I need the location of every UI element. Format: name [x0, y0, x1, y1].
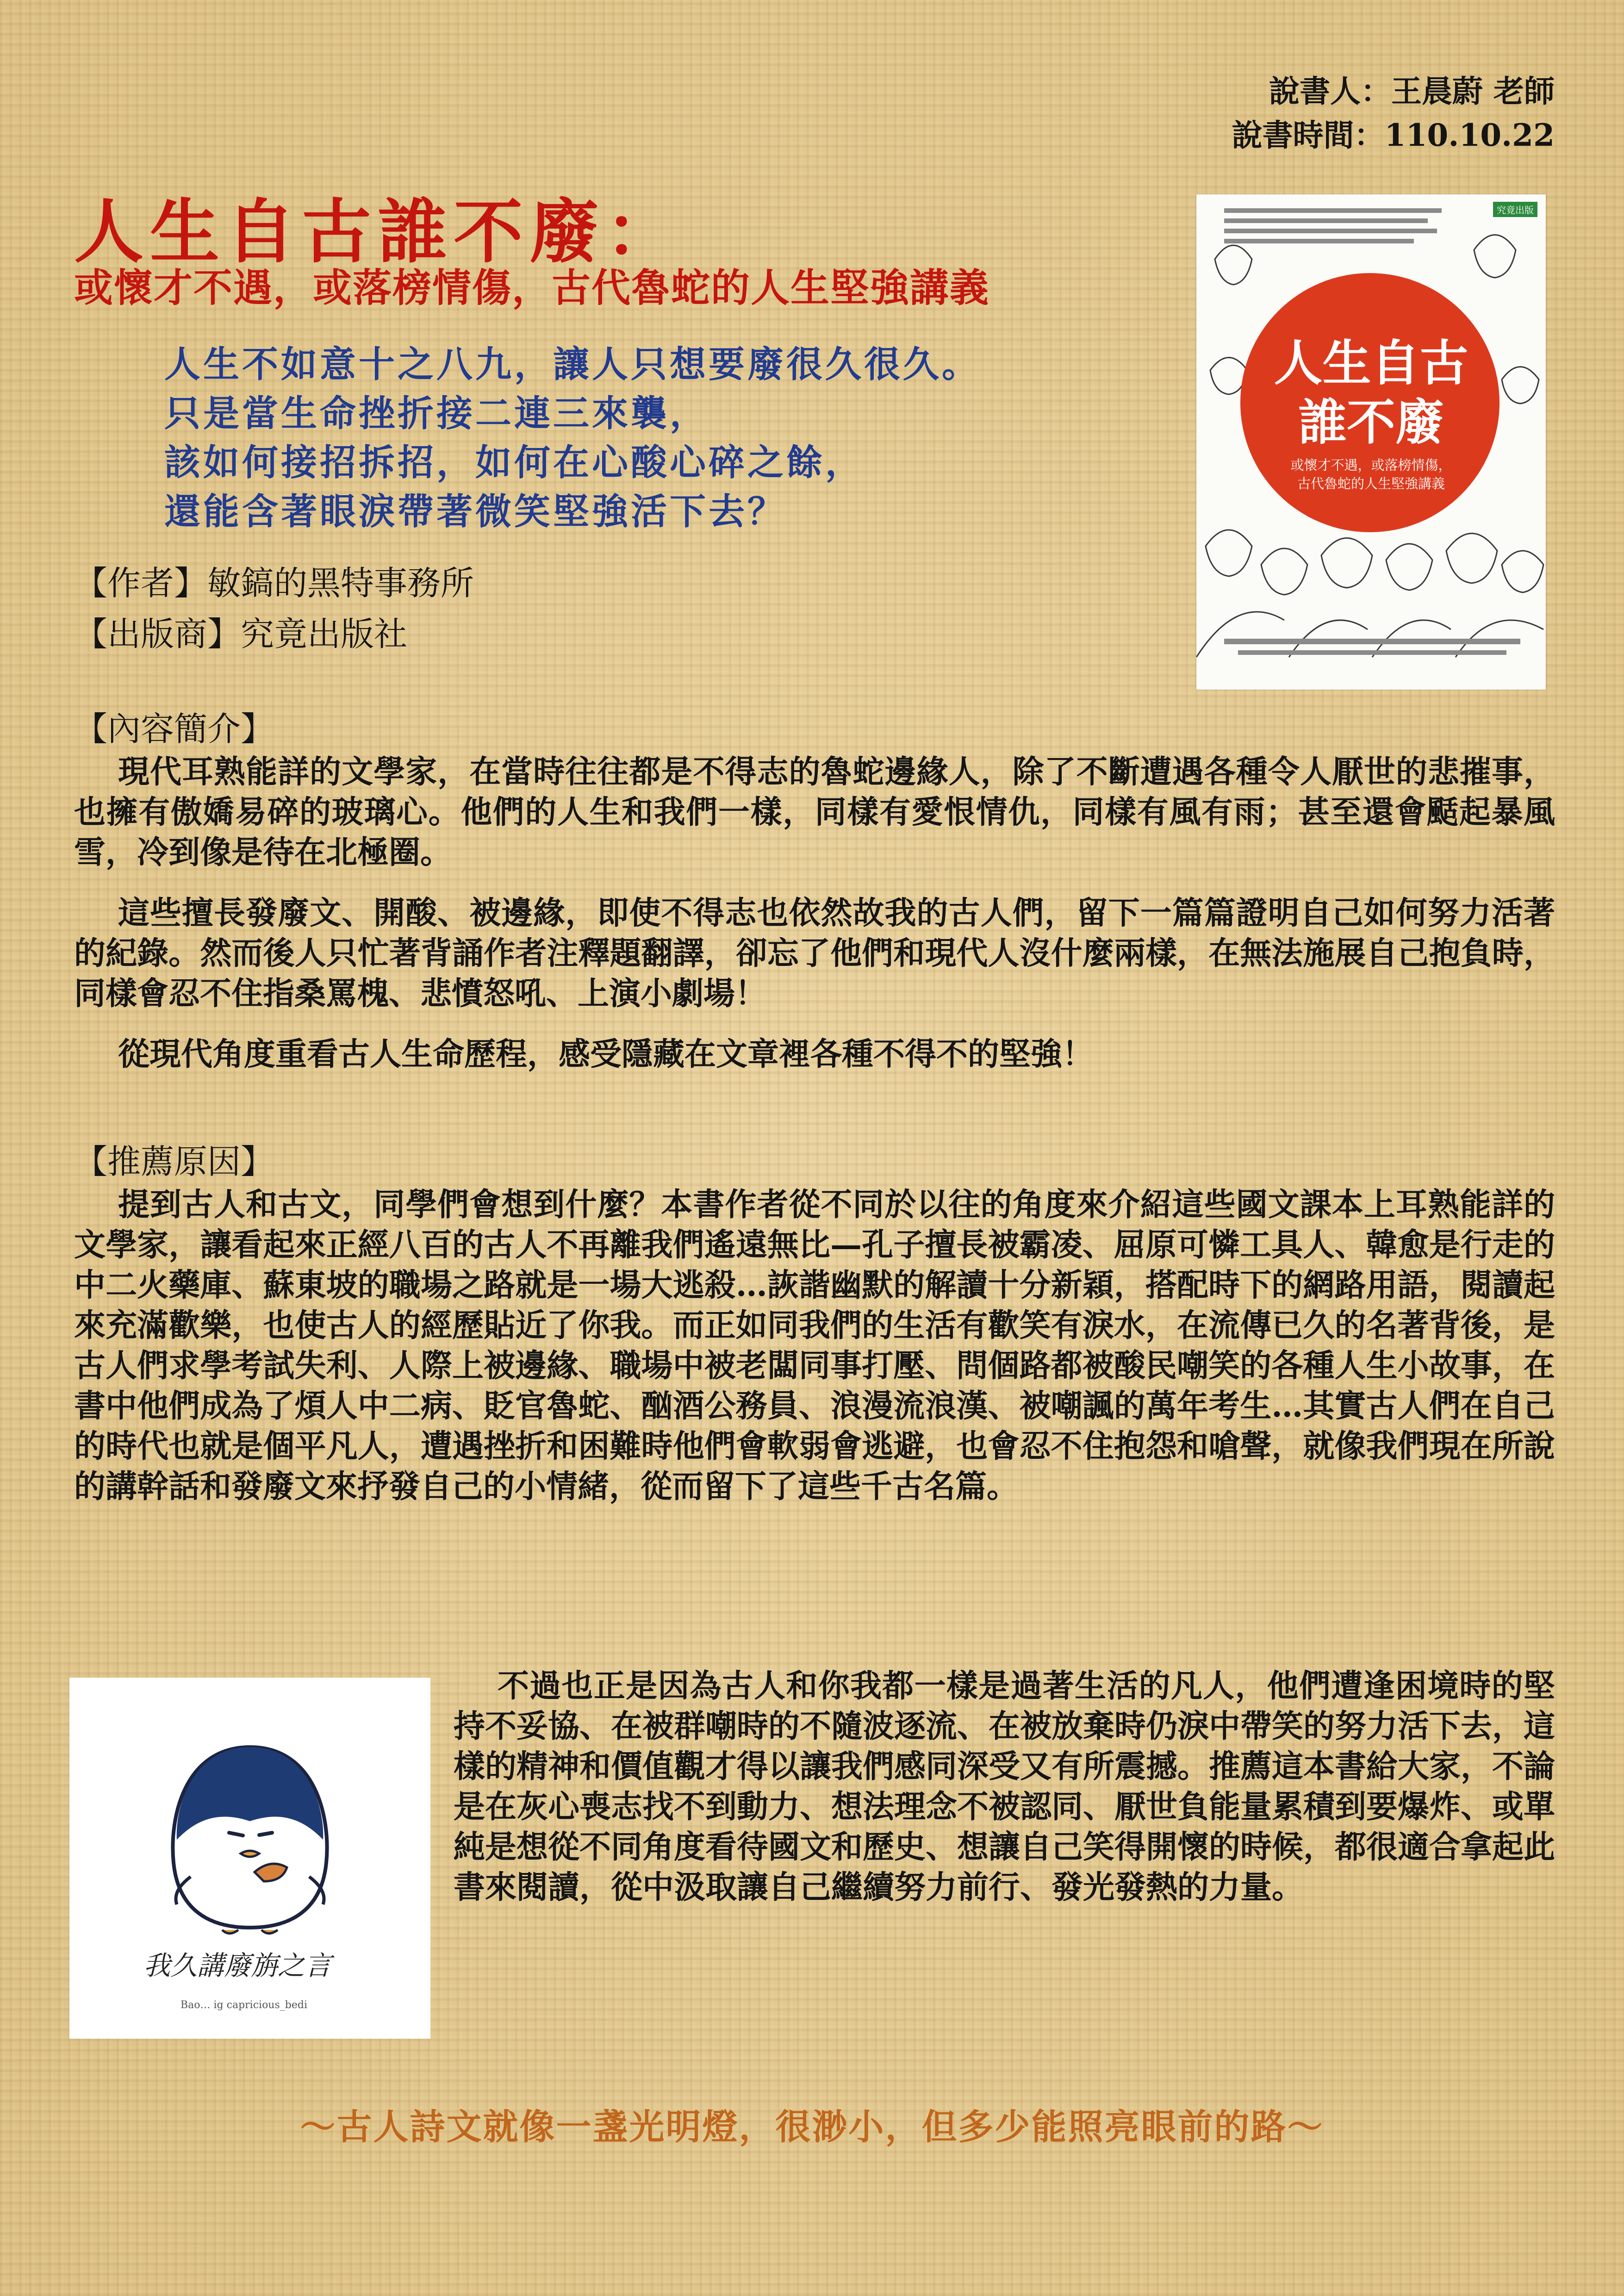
penguin-icon [69, 1678, 430, 2039]
date-label: 說書時間： [1232, 117, 1385, 153]
page-subtitle: 或懷才不遇，或落榜情傷，古代魯蛇的人生堅強講義 [74, 265, 990, 311]
cover-subtitle-line: 或懷才不遇，或落榜情傷， [1290, 457, 1452, 473]
date-value: 110.10.22 [1384, 117, 1555, 153]
closing-quote: ～古人詩文就像一盞光明燈，很渺小，但多少能照亮眼前的路～ [300, 2106, 1324, 2147]
summary-paragraph: 這些擅長發廢文、開酸、被邊緣，即使不得志也依然故我的古人們，留下一篇篇證明自己如何努力活著的紀錄。然而後人只忙著背誦作者注釋題翻譯，卻忘了他們和現代人沒什麼兩樣，在無法施展自己抱負時，同樣會忍不住指桑罵槐、悲憤怒吼、上演小劇場！ [74, 895, 1555, 1012]
book-cover-image [1196, 194, 1546, 690]
sticker-caption: 我久講廢旃之言 [143, 1950, 332, 1981]
intro-line: 還能含著眼淚帶著微笑堅強活下去？ [164, 491, 787, 533]
book-meta [74, 558, 474, 660]
cover-title-line: 誰不廢 [1298, 393, 1444, 451]
reason-paragraph: 不過也正是因為古人和你我都一樣是過著生活的凡人，他們遭逢困境時的堅持不妥協、在被群嘲時的不隨波逐流、在被放棄時仍淚中帶笑的努力活下去，這樣的精神和價值觀才得以讓我們感同深受又有所震撼。推薦這本書給大家，不論是在灰心喪志找不到動力、想法理念不被認同、厭世負能量累積到要爆炸、或單純是想從不同角度看待國文和歷史、想讓自己笑得開懷的時候，都很適合拿起此書來閱讀，從中汲取讓自己繼續努力前行、發光發熱的力量。 [454, 1668, 1556, 1906]
cover-title-line: 人生自古 [1274, 334, 1468, 392]
sticker-credit: Bao… ig capricious_bedi [180, 1999, 307, 2011]
speaker-label: 說書人： [1269, 73, 1392, 109]
intro-line: 該如何接招拆招，如何在心酸心碎之餘， [164, 442, 865, 484]
summary-paragraph: 從現代角度重看古人生命歷程，感受隱藏在文章裡各種不得不的堅強！ [118, 1036, 1094, 1073]
speaker-name: 王晨蔚 老師 [1391, 73, 1555, 109]
speaker-line [1092, 69, 1555, 113]
publisher-name: 究竟出版社 [241, 615, 408, 653]
publisher-line [74, 609, 474, 660]
summary-paragraph: 現代耳熟能詳的文學家，在當時往往都是不得志的魯蛇邊緣人，除了不斷遭遇各種令人厭世的悲摧事，也擁有傲嬌易碎的玻璃心。他們的人生和我們一樣，同樣有愛恨情仇，同樣有風有雨；甚至還會颳起暴風雪，冷到像是待在北極圈。 [74, 753, 1555, 871]
penguin-sticker-image [69, 1678, 430, 2039]
date-line [1092, 113, 1555, 157]
cover-subtitle-line: 古代魯蛇的人生堅強講義 [1297, 476, 1445, 492]
author-name: 敏鎬的黑特事務所 [207, 564, 474, 603]
reason-paragraph: 提到古人和古文，同學們會想到什麼？本書作者從不同於以往的角度來介紹這些國文課本上耳熟能詳的文學家，讓看起來正經八百的古人不再離我們遙遠無比—孔子擅長被霸凌、屈原可憐工具人、韓愈是行走的中二火藥庫、蘇東坡的職場之路就是一場大逃殺…詼諧幽默的解讀十分新穎，搭配時下的網路用語，閱讀起來充滿歡樂，也使古人的經歷貼近了你我。而正如同我們的生活有歡笑有淚水，在流傳已久的名著背後，是古人們求學考試失利、人際上被邊緣、職場中被老闆同事打壓、問個路都被酸民嘲笑的各種人生小故事，在書中他們成為了煩人中二病、貶官魯蛇、酗酒公務員、浪漫流浪漢、被嘲諷的萬年考生…其實古人們在自己的時代也就是個平凡人，遭遇挫折和困難時他們會軟弱會逃避，也會忍不住抱怨和嗆聲，就像我們現在所說的講幹話和發廢文來抒發自己的小情緒，從而留下了這些千古名篇。 [74, 1186, 1555, 1505]
cover-publisher-mark: 究竟出版 [1493, 202, 1537, 217]
intro-line: 只是當生命挫折接二連三來襲， [164, 392, 709, 435]
publisher-label: 【出版商】 [74, 615, 241, 653]
cover-title [1196, 333, 1546, 452]
page-title: 人生自古誰不廢： [74, 191, 682, 273]
author-line [74, 558, 474, 609]
summary-heading: 【內容簡介】 [74, 709, 274, 748]
reason-heading: 【推薦原因】 [74, 1142, 274, 1181]
cover-subtitle [1196, 456, 1546, 493]
speaker-info [1092, 69, 1555, 157]
intro-block [164, 340, 1159, 536]
intro-line: 人生不如意十之八九，讓人只想要廢很久很久。 [164, 343, 981, 386]
author-label: 【作者】 [74, 564, 208, 603]
